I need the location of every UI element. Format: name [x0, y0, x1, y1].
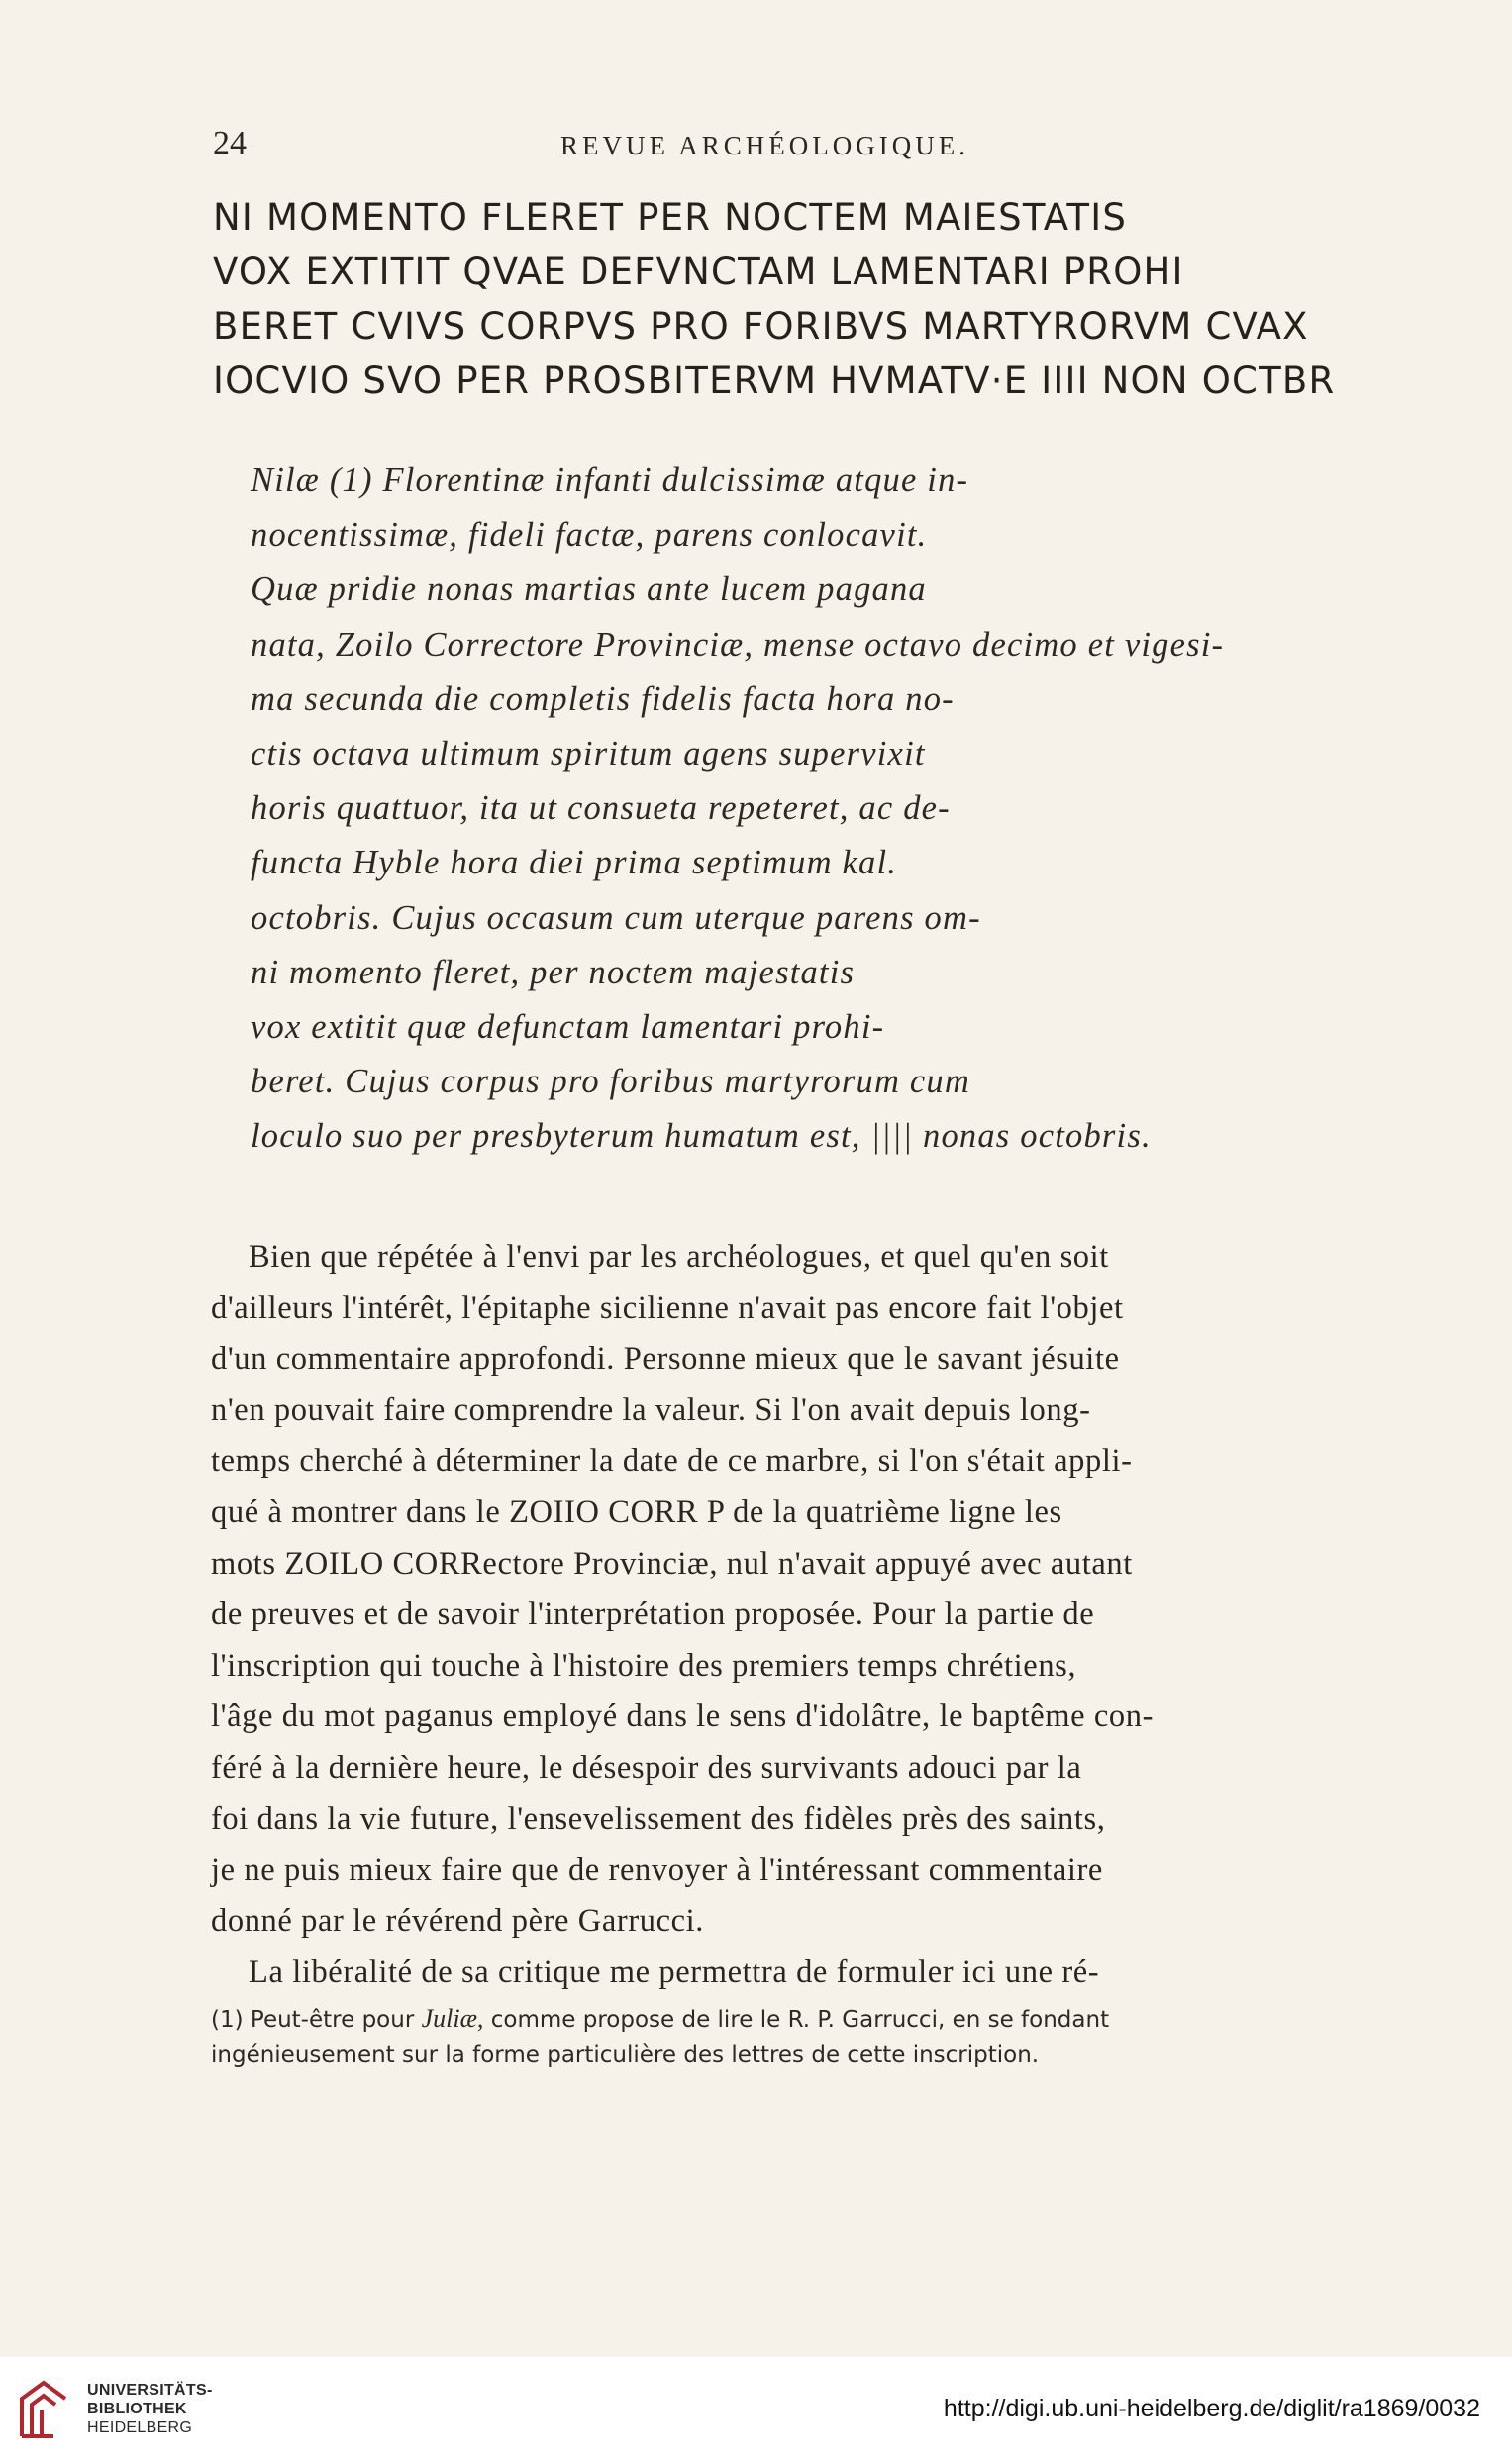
latin-line: Quæ pridie nonas martias ante lucem pagana — [251, 570, 927, 609]
latin-line: beret. Cujus corpus pro foribus martyrorum cum — [251, 1063, 970, 1101]
inscription-line: VOX EXTITIT QVAE DEFVNCTAM LAMENTARI PROHI — [213, 251, 1184, 293]
footnote-line — [211, 2000, 1320, 2037]
library-name — [87, 2381, 213, 2437]
latin-line: ma secunda die completis fidelis facta hora no- — [251, 679, 955, 718]
body-line: féré à la dernière heure, le désespoir des survivants adouci par la — [211, 1749, 1082, 1786]
body-line: foi dans la vie future, l'ensevelissement des fidèles près des saints, — [211, 1800, 1106, 1837]
inscription-transcription — [213, 190, 1336, 408]
latin-line: nocentissimæ, fideli factæ, parens conlocavit. — [251, 516, 928, 555]
body-line: d'ailleurs l'intérêt, l'épitaphe sicilienne n'avait pas encore fait l'objet — [211, 1289, 1124, 1326]
body-line: temps cherché à déterminer la date de ce marbre, si l'on s'était appli- — [211, 1443, 1133, 1480]
latin-line: Nilæ (1) Florentinæ infanti dulcissimæ atque in- — [251, 461, 969, 499]
library-name-line: HEIDELBERG — [87, 2419, 193, 2436]
body-line: l'inscription qui touche à l'histoire des premiers temps chrétiens, — [211, 1647, 1077, 1684]
body-line: l'âge du mot paganus employé dans le sens d'idolâtre, le baptême con- — [211, 1698, 1155, 1735]
commentary-text — [211, 1232, 1318, 1999]
footnote-text: comme propose de lire le R. P. Garrucci, en se fondant — [483, 2007, 1110, 2033]
body-line: mots ZOILO CORRectore Provinciæ, nul n'avait appuyé avec autant — [211, 1545, 1133, 1582]
latin-line: horis quattuor, ita ut consueta repeteret, ac de- — [251, 789, 951, 828]
library-name-line: BIBLIOTHEK — [87, 2401, 187, 2417]
body-line: Bien que répétée à l'envi par les archéologues, et quel qu'en soit — [249, 1239, 1109, 1275]
latin-line: vox extitit quæ defunctam lamentari prohi- — [251, 1007, 885, 1046]
body-line: qué à montrer dans le ZOIIO CORR P de la quatrième ligne les — [211, 1493, 1062, 1530]
body-line: je ne puis mieux faire que de renvoyer à l'intéressant commentaire — [211, 1852, 1103, 1889]
body-line: de preuves et de savoir l'interprétation proposée. Pour la partie de — [211, 1596, 1095, 1633]
body-line: n'en pouvait faire comprendre la valeur. Si l'on avait depuis long- — [211, 1391, 1091, 1428]
library-logo-icon — [14, 2377, 73, 2442]
source-url-link[interactable]: http://digi.ub.uni-heidelberg.de/diglit/ra1869/0032 — [943, 2395, 1480, 2422]
library-name-line: UNIVERSITÄTS- — [87, 2382, 213, 2399]
inscription-line: NI MOMENTO FLERET PER NOCTEM MAIESTATIS — [213, 196, 1128, 239]
page-number: 24 — [213, 125, 247, 161]
latin-line: functa Hyble hora diei prima septimum kal. — [251, 844, 898, 882]
body-line: La libéralité de sa critique me permettra de formuler ici une ré- — [249, 1954, 1100, 1991]
footnote — [211, 2000, 1320, 2074]
footnote-text: (1) Peut-être pour — [211, 2007, 422, 2033]
footnote-line: ingénieusement sur la forme particulière des lettres de cette inscription. — [211, 2042, 1040, 2068]
page-header — [213, 125, 1317, 168]
latin-line: octobris. Cujus occasum cum uterque parens om- — [251, 898, 981, 937]
library-footer — [0, 2357, 1512, 2461]
running-title: REVUE ARCHÉOLOGIQUE. — [560, 131, 969, 160]
body-line: donné par le révérend père Garrucci. — [211, 1902, 704, 1939]
footnote-italic: Juliæ, — [421, 2004, 484, 2033]
latin-reading — [251, 454, 1320, 1164]
latin-line: nata, Zoilo Correctore Provinciæ, mense octavo decimo et vigesi- — [251, 625, 1225, 664]
inscription-line: IOCVIO SVO PER PROSBITERVM HVMATV·E IIII NON OCTBR — [213, 359, 1336, 402]
latin-line: ni momento fleret, per noctem majestatis — [251, 953, 856, 991]
inscription-line: BERET CVIVS CORPVS PRO FORIBVS MARTYRORVM CVAX — [213, 305, 1309, 348]
body-line: d'un commentaire approfondi. Personne mieux que le savant jésuite — [211, 1341, 1120, 1378]
latin-line: ctis octava ultimum spiritum agens supervixit — [251, 734, 926, 772]
latin-line: loculo suo per presbyterum humatum est, |||| nonas octobris. — [251, 1117, 1152, 1156]
